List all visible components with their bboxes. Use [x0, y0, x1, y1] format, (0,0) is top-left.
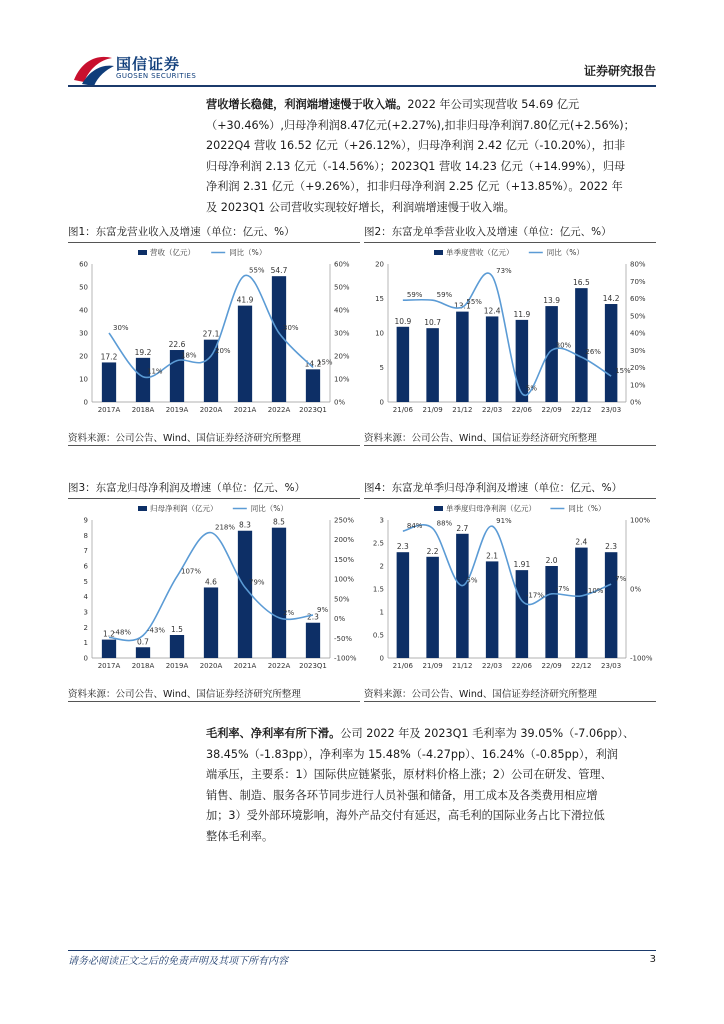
y-tick-label-right: 20%	[334, 352, 350, 361]
y-tick-label-left: 1	[83, 639, 88, 648]
legend-line-label: 同比（%）	[568, 504, 606, 513]
bar-value-label: 11.9	[513, 309, 531, 319]
x-tick-label: 2023Q1	[299, 406, 327, 414]
x-tick-label: 2021A	[233, 406, 257, 414]
bar	[426, 328, 438, 402]
paragraph-heading: 毛利率、净利率有所下滑。	[206, 727, 341, 740]
y-tick-label-left: 1	[379, 608, 384, 617]
line-value-label: 30%	[283, 324, 299, 332]
line-value-label: 91%	[496, 517, 512, 526]
line-value-label: 30%	[113, 324, 129, 332]
paragraph-line: 端承压，主要系：1）国际供应链紧张，原材料价格上涨；2）公司在研发、管理、	[206, 768, 612, 781]
bar-value-label: 1.5	[171, 625, 183, 634]
y-tick-label-left: 5	[379, 364, 384, 372]
line-value-label: 26%	[585, 348, 601, 357]
legend-bar-label: 单季度营收（亿元）	[446, 248, 514, 257]
line-value-label: 73%	[496, 267, 512, 276]
bar-value-label: 17.2	[100, 352, 118, 362]
bar	[426, 557, 438, 658]
bar	[486, 316, 498, 402]
bar-value-label: 10.9	[394, 316, 412, 326]
figure-1-chart	[68, 244, 360, 424]
bar-value-label: 14.2	[304, 359, 322, 369]
line-value-label: 55%	[249, 266, 265, 275]
x-tick-label: 2023Q1	[299, 662, 327, 670]
bar-value-label: 2.7	[456, 523, 469, 533]
bar	[545, 566, 557, 658]
y-tick-label-left: 4	[83, 593, 88, 602]
bar-value-label: 16.5	[573, 278, 590, 288]
paragraph-line: （+30.46%）,归母净利润8.47亿元(+2.27%),扣非归母净利润7.80亿元(+2.56%)；	[206, 118, 635, 132]
bar-value-label: 41.9	[236, 295, 254, 305]
y-tick-label-right: 100%	[334, 575, 355, 584]
paragraph-line-1	[206, 724, 656, 745]
line-value-label: 15%	[317, 358, 333, 367]
figure-divider	[68, 701, 360, 702]
paragraph-line: 销售、制造、服务各环节同步进行人员补强和储备，用工成本及各类费用相应增	[206, 788, 598, 802]
x-tick-label: 2018A	[131, 662, 155, 670]
y-tick-label-right: 80%	[630, 260, 646, 269]
page-header	[0, 0, 724, 92]
y-tick-label-left: 0.5	[372, 631, 384, 640]
x-tick-label: 21/09	[422, 406, 443, 414]
line-value-label: 59%	[406, 291, 423, 300]
x-tick-label: 21/06	[392, 662, 413, 670]
paragraph-line: 整体毛利率。	[206, 829, 274, 843]
x-tick-label: 22/12	[571, 406, 592, 414]
legend-bar-swatch	[434, 506, 443, 511]
x-tick-label: 2020A	[199, 406, 223, 414]
line-value-label: -7%	[555, 584, 570, 593]
y-tick-label-right: 30%	[334, 329, 350, 338]
bar	[486, 561, 498, 658]
bar	[397, 552, 409, 658]
figure-source: 资料来源：公司公告、Wind、国信证券经济研究所整理	[68, 433, 301, 444]
bar	[456, 534, 468, 658]
line-value-label: 20%	[215, 347, 231, 355]
bar	[575, 288, 587, 402]
y-tick-label-left: 15	[375, 295, 384, 303]
bar	[170, 635, 184, 658]
y-tick-label-right: 150%	[334, 555, 355, 564]
y-tick-label-left: 10	[375, 329, 384, 338]
bar-value-label: 1.2	[103, 629, 115, 639]
y-tick-label-right: 50%	[630, 312, 646, 321]
paragraph-line: 净利润 2.31 亿元（+9.26%），扣非归母净利润 2.25 亿元（+13.85%）。2022 年	[206, 180, 623, 193]
x-tick-label: 2017A	[97, 662, 121, 670]
bar-value-label: 0.7	[137, 637, 149, 647]
y-tick-label-right: -50%	[334, 634, 353, 643]
x-tick-label: 22/06	[511, 406, 532, 414]
y-tick-label-left: 1.5	[372, 585, 384, 594]
y-tick-label-right: 60%	[334, 260, 350, 269]
y-tick-label-left: 3	[379, 516, 384, 525]
legend-bar-swatch	[138, 506, 147, 511]
legend-line-label: 同比（%）	[229, 248, 267, 257]
legend-bar-swatch	[138, 250, 147, 255]
brand-name-en: GUOSEN SECURITIES	[116, 72, 197, 80]
line-value-label: 5%	[466, 576, 478, 585]
bar-value-label: 19.2	[134, 347, 152, 357]
figure-title: 图2：东富龙单季营业收入及增速（单位：亿元、%）	[364, 224, 656, 243]
bar-value-label: 2.2	[426, 546, 439, 556]
y-tick-label-right: 0%	[334, 398, 346, 407]
line-value-label: 218%	[215, 523, 236, 532]
line-value-label: 79%	[249, 578, 265, 587]
bar	[102, 362, 116, 402]
line-value-label: 30%	[555, 341, 572, 350]
figure-4	[364, 480, 656, 702]
y-tick-label-right: 0%	[630, 398, 642, 407]
bar-value-label: 14.2	[602, 294, 620, 304]
paragraph-revenue-growth	[206, 95, 656, 218]
x-tick-label: 22/03	[482, 406, 503, 414]
legend-bar-label: 营收（亿元）	[150, 248, 195, 257]
bar	[575, 548, 587, 658]
line-value-label: 18%	[181, 351, 197, 360]
legend-bar-label: 归母净利润（亿元）	[150, 504, 218, 513]
figure-source: 资料来源：公司公告、Wind、国信证券经济研究所整理	[364, 689, 597, 700]
bar-value-label: 8.3	[239, 520, 251, 530]
y-tick-label-left: 7	[83, 547, 88, 556]
bar-value-label: 2.4	[575, 537, 588, 547]
x-tick-label: 21/12	[452, 662, 473, 670]
x-tick-label: 2021A	[233, 662, 257, 670]
line-value-label: -43%	[147, 626, 166, 635]
x-tick-label: 23/03	[601, 662, 622, 670]
y-tick-label-left: 20	[375, 260, 384, 269]
bar	[272, 528, 286, 658]
y-tick-label-right: 20%	[630, 364, 646, 372]
y-tick-label-left: 0	[83, 398, 88, 407]
y-tick-label-left: 8	[83, 531, 88, 540]
bar-value-label: 2.0	[545, 556, 558, 565]
header-divider	[68, 85, 656, 87]
figure-source: 资料来源：公司公告、Wind、国信证券经济研究所整理	[364, 433, 597, 444]
y-tick-label-left: 20	[79, 352, 88, 361]
y-tick-label-right: 70%	[630, 277, 646, 286]
line-value-label: 84%	[406, 522, 423, 531]
x-tick-label: 22/09	[541, 406, 562, 414]
footer-divider	[68, 950, 656, 951]
x-tick-label: 22/09	[541, 662, 562, 670]
bar	[136, 358, 150, 402]
line-value-label: 15%	[615, 367, 631, 376]
y-tick-label-right: 30%	[630, 346, 646, 355]
y-tick-label-left: 0	[83, 654, 88, 663]
line-value-label: 55%	[466, 298, 482, 307]
line-value-label: 5%	[525, 384, 537, 393]
x-tick-label: 21/09	[422, 662, 443, 670]
y-tick-label-left: 10	[79, 375, 88, 384]
x-tick-label: 22/03	[482, 662, 503, 670]
line-value-label: 88%	[436, 519, 453, 528]
y-tick-label-right: -100%	[630, 654, 653, 663]
y-tick-label-left: 0	[379, 398, 384, 407]
figure-1	[68, 224, 360, 446]
x-tick-label: 2022A	[267, 406, 291, 414]
y-tick-label-left: 2	[379, 562, 384, 571]
y-tick-label-left: 30	[79, 329, 88, 338]
y-tick-label-right: 100%	[630, 516, 651, 525]
bar	[136, 647, 150, 658]
y-tick-label-left: 6	[83, 562, 88, 571]
y-tick-label-right: 250%	[334, 516, 355, 525]
x-tick-label: 21/12	[452, 406, 473, 414]
page-number: 3	[649, 954, 656, 965]
x-tick-label: 2019A	[165, 662, 189, 670]
y-tick-label-left: 50	[79, 283, 88, 292]
bar-value-label: 27.1	[202, 329, 220, 339]
y-tick-label-left: 9	[83, 516, 88, 525]
bar	[605, 552, 617, 658]
x-tick-label: 22/06	[511, 662, 532, 670]
figure-divider	[364, 701, 656, 702]
bar-value-label: 2.3	[605, 542, 618, 552]
bar-value-label: 2.3	[307, 612, 319, 622]
y-tick-label-left: 5	[83, 577, 88, 586]
bar-value-label: 54.7	[270, 266, 288, 276]
paragraph-heading: 营收增长稳健，利润端增速慢于收入端。	[206, 98, 408, 111]
paragraph-margins	[206, 724, 656, 847]
x-tick-label: 2022A	[267, 662, 291, 670]
paragraph-line: 加；3）受外部环境影响，海外产品交付有延迟，高毛利的国际业务占比下滑拉低	[206, 809, 605, 822]
x-tick-label: 22/12	[571, 662, 592, 670]
brand-name-cn: 国信证券	[116, 55, 181, 73]
bar	[605, 304, 617, 402]
line-value-label: 9%	[317, 606, 329, 615]
figure-title: 图3：东富龙归母净利润及增速（单位：亿元、%）	[68, 480, 360, 499]
figure-2	[364, 224, 656, 446]
line-value-label: -48%	[113, 628, 132, 637]
bar-value-label: 4.6	[205, 577, 217, 587]
y-tick-label-right: 40%	[630, 329, 646, 338]
x-tick-label: 23/03	[601, 406, 622, 414]
y-tick-label-right: 60%	[630, 295, 646, 303]
line-value-label: 2%	[283, 608, 295, 617]
bar	[204, 587, 218, 658]
line-value-label: 7%	[615, 575, 627, 584]
figure-3-chart	[68, 500, 360, 680]
bar	[306, 369, 320, 402]
paragraph-text: 2022 年公司实现营收 54.69 亿元	[407, 98, 580, 111]
y-tick-label-left: 3	[83, 608, 88, 617]
bar	[456, 312, 468, 402]
bar-value-label: 13.1	[454, 301, 471, 311]
paragraph-text: 公司 2022 年及 2023Q1 毛利率为 39.05%（-7.06pp）、	[340, 727, 635, 740]
legend-bar-label: 单季度归母净利润（亿元）	[446, 504, 536, 513]
line-value-label: 59%	[436, 291, 453, 300]
legend-bar-swatch	[434, 250, 443, 255]
y-tick-label-right: 50%	[334, 595, 350, 604]
y-tick-label-right: -100%	[334, 654, 357, 663]
figure-title: 图1：东富龙营业收入及增速（单位：亿元、%）	[68, 224, 360, 243]
x-tick-label: 2017A	[97, 406, 121, 414]
x-tick-label: 2018A	[131, 406, 155, 414]
bar-value-label: 10.7	[424, 318, 441, 328]
y-tick-label-left: 2	[83, 623, 88, 632]
figure-4-chart	[364, 500, 656, 680]
line-value-label: 11%	[147, 367, 163, 376]
bar-value-label: 13.9	[543, 296, 560, 306]
paragraph-line: 2022Q4 营收 16.52 亿元（+26.12%），归母净利润 2.42 亿元（-10.20%），扣非	[206, 139, 626, 152]
figure-source: 资料来源：公司公告、Wind、国信证券经济研究所整理	[68, 689, 301, 700]
y-tick-label-right: 10%	[334, 375, 350, 384]
y-tick-label-right: 10%	[630, 381, 646, 390]
legend-line-label: 同比（%）	[250, 504, 288, 513]
line-value-label: -10%	[585, 586, 604, 595]
x-tick-label: 21/06	[392, 406, 413, 414]
figure-divider	[68, 445, 360, 446]
paragraph-line: 及 2023Q1 公司营收实现较好增长，利润端增速慢于收入端。	[206, 200, 515, 214]
y-tick-label-right: 40%	[334, 306, 350, 315]
y-tick-label-right: 50%	[334, 283, 350, 292]
x-tick-label: 2020A	[199, 662, 223, 670]
bar	[545, 306, 557, 402]
y-tick-label-left: 60	[79, 260, 88, 269]
y-tick-label-left: 0	[379, 654, 384, 663]
paragraph-line: 归母净利润 2.13 亿元（-14.56%）；2023Q1 营收 14.23 亿元（+14.99%），归母	[206, 159, 626, 173]
x-tick-label: 2019A	[165, 406, 189, 414]
paragraph-line-1	[206, 95, 656, 116]
y-tick-label-right: 0%	[334, 615, 346, 624]
bar-value-label: 22.6	[168, 340, 186, 350]
bar-value-label: 2.3	[396, 542, 409, 552]
bar	[516, 570, 528, 658]
y-tick-label-right: 200%	[334, 536, 355, 545]
bar	[397, 327, 409, 402]
line-value-label: -17%	[525, 591, 544, 600]
paragraph-line: 38.45%（-1.83pp），净利率为 15.48%（-4.27pp）、16.24%（-0.85pp），利润	[206, 747, 618, 761]
figure-divider	[364, 445, 656, 446]
y-tick-label-left: 40	[79, 306, 88, 315]
bar	[102, 640, 116, 658]
bar	[306, 623, 320, 658]
bar-value-label: 12.4	[483, 306, 501, 316]
footer-disclaimer: 请务必阅读正文之后的免责声明及其项下所有内容	[68, 956, 288, 967]
line-value-label: 107%	[181, 567, 202, 576]
bar-value-label: 2.1	[486, 551, 499, 561]
figure-title: 图4：东富龙单季归母净利润及增速（单位：亿元、%）	[364, 480, 656, 499]
report-type: 证券研究报告	[583, 64, 656, 78]
y-tick-label-left: 2.5	[372, 539, 384, 548]
figure-2-chart	[364, 244, 656, 424]
bar	[238, 306, 252, 402]
bar-value-label: 1.91	[513, 560, 531, 570]
y-tick-label-right: 0%	[630, 585, 642, 594]
legend-line-label: 同比（%）	[546, 248, 584, 257]
figure-3	[68, 480, 360, 702]
bar-value-label: 8.5	[273, 517, 285, 527]
